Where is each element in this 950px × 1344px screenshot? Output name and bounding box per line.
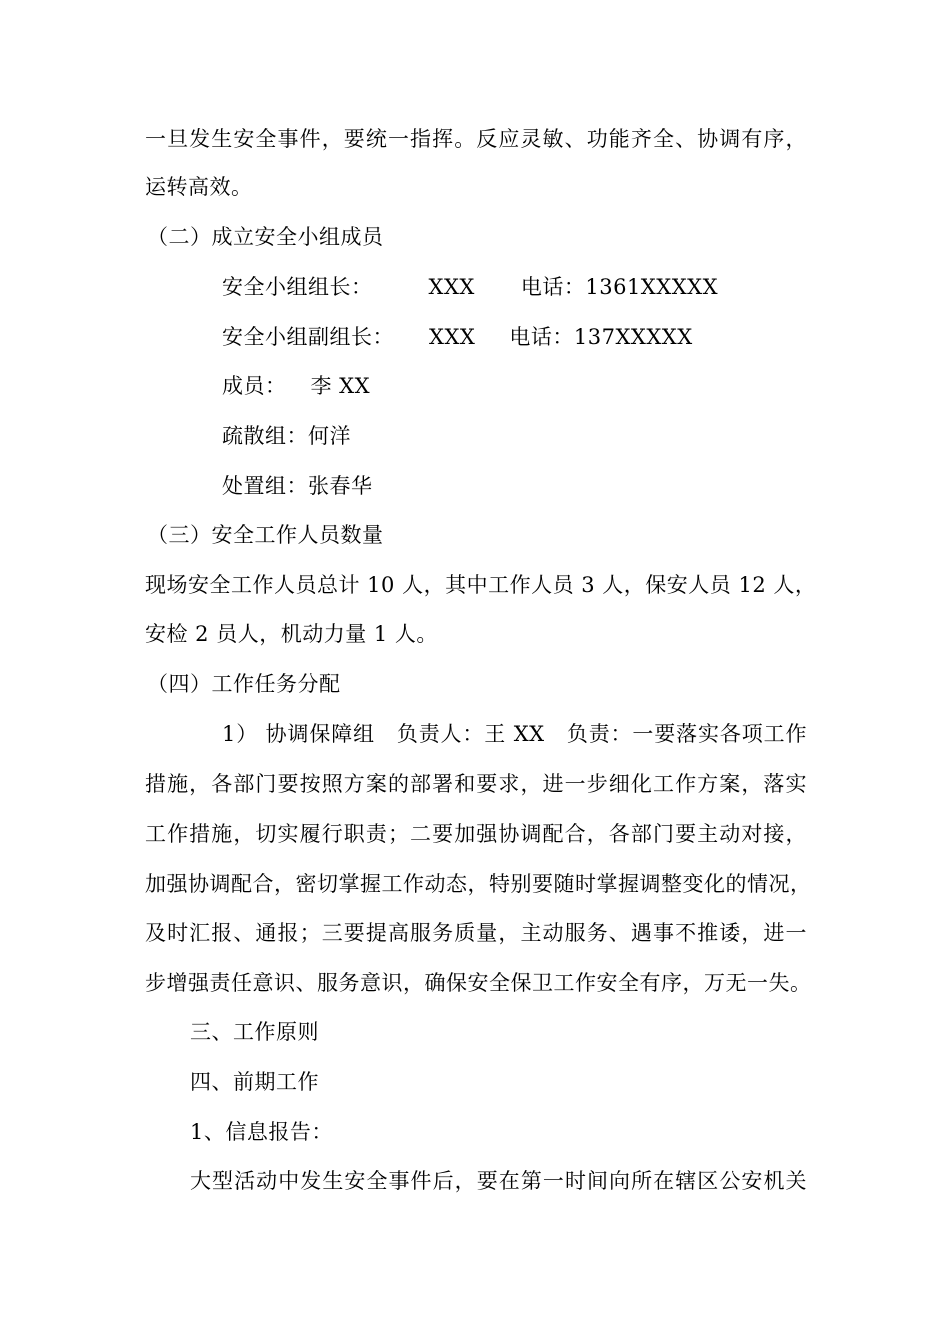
section-heading: 四、前期工作 [190, 1070, 319, 1094]
deputy-phone: 电话：137XXXXX [509, 325, 693, 349]
members-label: 成员： [222, 374, 287, 398]
section-heading: （四）工作任务分配 [147, 672, 341, 696]
leader-phone: 电话：1361XXXXX [520, 275, 719, 299]
evacuation-row: 疏散组：何洋 [222, 424, 351, 448]
leader-label: 安全小组组长： [222, 275, 373, 299]
members-name: 李 XX [310, 374, 371, 398]
section-heading: （三）安全工作人员数量 [147, 523, 384, 547]
deputy-label: 安全小组副组长： [222, 325, 394, 349]
paragraph-line: 加强协调配合，密切掌握工作动态，特别要随时掌握调整变化的情况， [145, 872, 812, 896]
leader-name: XXX [428, 275, 475, 299]
section-heading: 1、信息报告： [190, 1120, 333, 1144]
section-heading: （二）成立安全小组成员 [147, 225, 384, 249]
paragraph-line: 运转高效。 [145, 175, 253, 199]
paragraph-line: 一旦发生安全事件，要统一指挥。反应灵敏、功能齐全、协调有序， [145, 127, 807, 151]
members-row [222, 371, 370, 401]
leader-row [222, 272, 718, 302]
deputy-name: XXX [429, 325, 476, 349]
paragraph-line: 1） 协调保障组 负责人：王 XX 负责：一要落实各项工作 [222, 722, 807, 746]
paragraph-line: 步增强责任意识、服务意识，确保安全保卫工作安全有序，万无一失。 [145, 971, 812, 995]
deputy-row [222, 322, 693, 352]
section-heading: 三、工作原则 [190, 1020, 319, 1044]
disposal-row: 处置组：张春华 [222, 474, 373, 498]
paragraph-line: 大型活动中发生安全事件后，要在第一时间向所在辖区公安机关 [190, 1169, 807, 1193]
paragraph-line: 及时汇报、通报；三要提高服务质量，主动服务、遇事不推诿，进一 [145, 921, 807, 945]
paragraph-line: 工作措施，切实履行职责；二要加强协调配合，各部门要主动对接， [145, 822, 807, 846]
paragraph-line: 现场安全工作人员总计 10 人，其中工作人员 3 人，保安人员 12 人， [145, 573, 817, 597]
paragraph-line: 措施，各部门要按照方案的部署和要求，进一步细化工作方案，落实 [145, 772, 807, 796]
paragraph-line: 安检 2 员人，机动力量 1 人。 [145, 622, 438, 646]
